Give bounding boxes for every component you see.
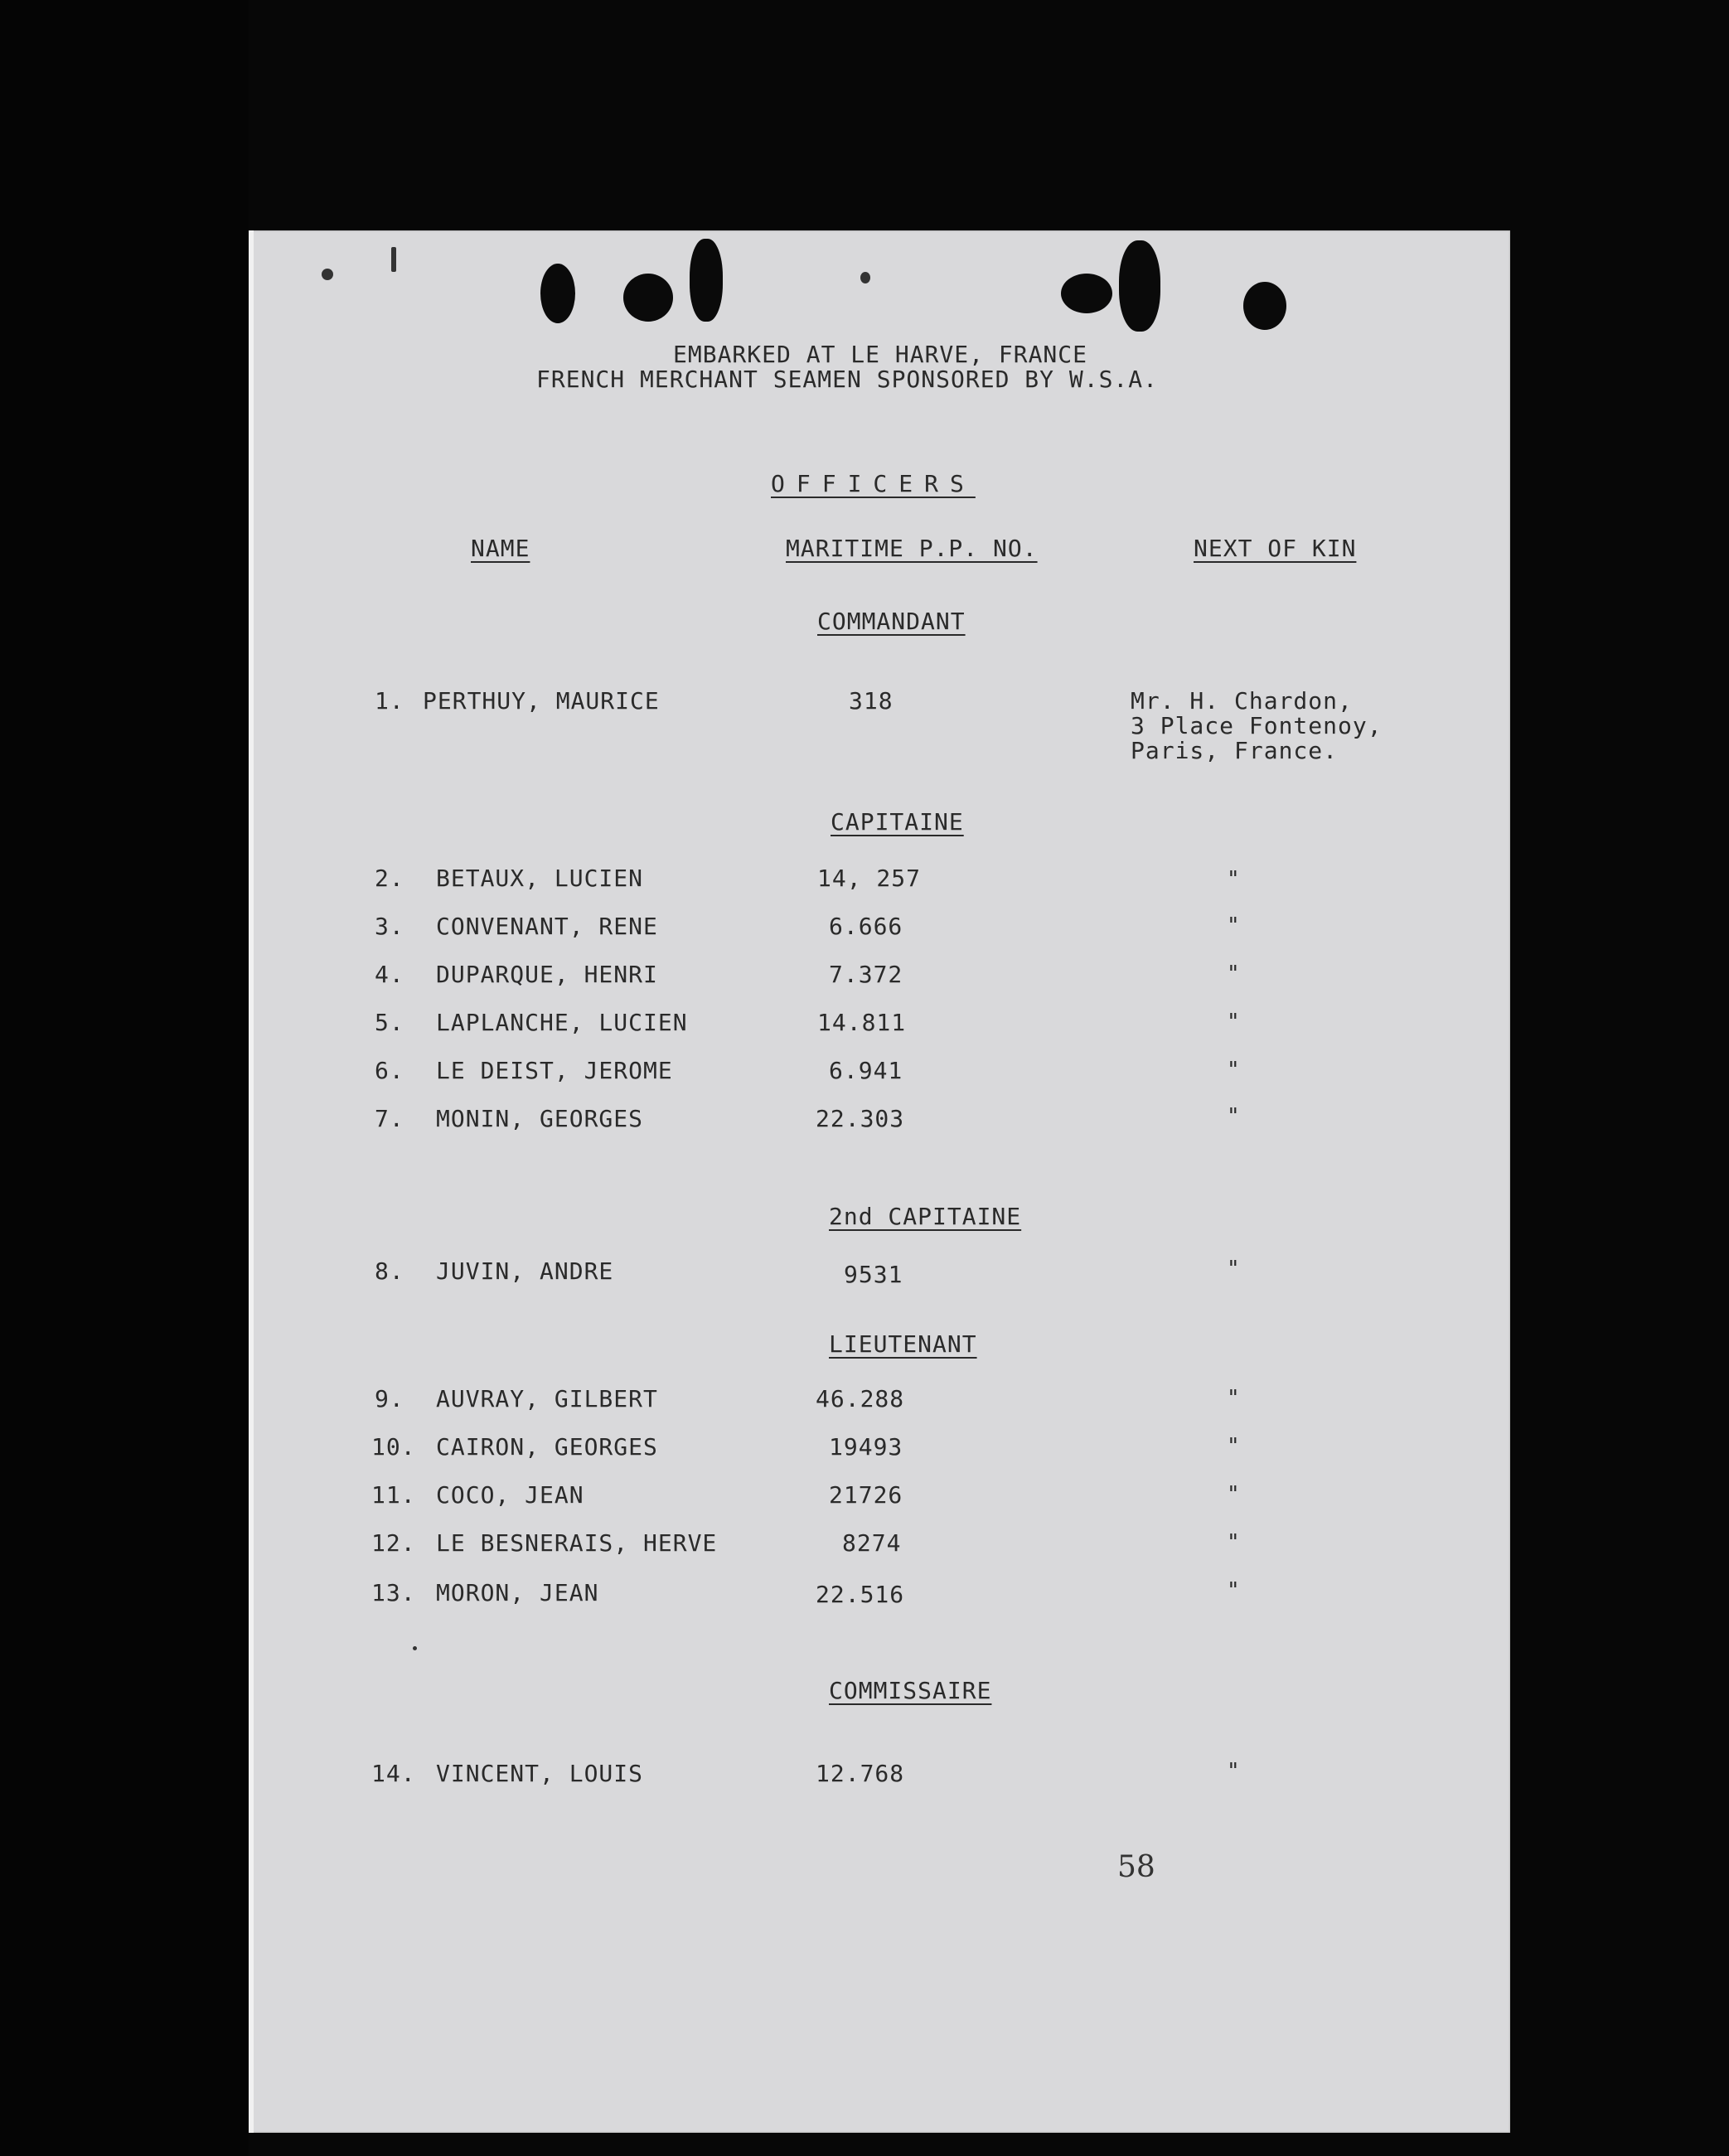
page-number: 58 (1117, 1850, 1155, 1884)
row-next-of-kin: " (1227, 1257, 1241, 1281)
row-next-of-kin: " (1227, 1434, 1241, 1459)
row-number: 4. (375, 961, 404, 988)
kin-address-line-3: Paris, France. (1131, 737, 1339, 764)
row-name: AUVRAY, GILBERT (436, 1385, 658, 1412)
row-next-of-kin: " (1227, 1386, 1241, 1411)
binder-hole (1243, 282, 1286, 330)
row-name: MONIN, GEORGES (436, 1105, 644, 1132)
ink-speck (322, 269, 333, 280)
row-name: LAPLANCHE, LUCIEN (436, 1009, 688, 1036)
binder-hole (623, 274, 673, 322)
row-pp-no: 19493 (829, 1433, 903, 1461)
row-number: 12. (371, 1529, 416, 1557)
row-number: 11. (371, 1481, 416, 1509)
section-heading-commissaire: COMMISSAIRE (829, 1677, 992, 1704)
row-pp-no: 21726 (829, 1481, 903, 1509)
row-name: LE DEIST, JEROME (436, 1057, 673, 1084)
ink-speck (413, 1646, 417, 1650)
row-name: MORON, JEAN (436, 1579, 599, 1606)
row-number: 7. (375, 1105, 404, 1132)
row-name: VINCENT, LOUIS (436, 1760, 644, 1787)
row-name: CONVENANT, RENE (436, 913, 658, 940)
row-next-of-kin: " (1227, 962, 1241, 986)
row-pp-no: 12.768 (816, 1760, 905, 1787)
row-number: 3. (375, 913, 404, 940)
row-next-of-kin: " (1227, 1530, 1241, 1555)
binder-hole (540, 264, 575, 323)
column-header-next-of-kin: NEXT OF KIN (1194, 535, 1357, 562)
section-heading-2nd-capitaine: 2nd CAPITAINE (829, 1203, 1022, 1230)
document-title: OFFICERS (771, 470, 976, 497)
row-pp-no: 14.811 (817, 1009, 907, 1036)
row-name: PERTHUY, MAURICE (423, 687, 660, 715)
row-next-of-kin: " (1227, 1104, 1241, 1129)
row-number: 9. (375, 1385, 404, 1412)
kin-address-line-2: 3 Place Fontenoy, (1131, 712, 1383, 739)
binder-hole (690, 239, 723, 322)
row-next-of-kin: " (1227, 913, 1241, 938)
row-name: BETAUX, LUCIEN (436, 865, 644, 892)
binder-hole (1119, 240, 1160, 332)
section-heading-commandant: COMMANDANT (817, 608, 966, 635)
row-pp-no: 46.288 (816, 1385, 905, 1412)
header-line-1: EMBARKED AT LE HARVE, FRANCE (672, 341, 1088, 368)
row-pp-no: 9531 (844, 1261, 903, 1288)
row-pp-no: 8274 (842, 1529, 902, 1557)
film-edge (0, 0, 249, 2156)
row-next-of-kin: " (1227, 1058, 1241, 1083)
page-left-edge (249, 230, 254, 2133)
row-name: LE BESNERAIS, HERVE (436, 1529, 718, 1557)
row-pp-no: 14, 257 (817, 865, 922, 892)
column-header-name: NAME (471, 535, 530, 562)
section-heading-lieutenant: LIEUTENANT (829, 1330, 977, 1358)
row-pp-no: 6.666 (829, 913, 903, 940)
row-next-of-kin: " (1227, 1010, 1241, 1034)
row-next-of-kin: " (1227, 1759, 1241, 1784)
row-number: 6. (375, 1057, 404, 1084)
row-pp-no: 22.303 (816, 1105, 905, 1132)
row-pp-no: 7.372 (829, 961, 903, 988)
row-number: 8. (375, 1257, 404, 1285)
row-pp-no: 318 (849, 687, 894, 715)
row-next-of-kin: " (1227, 1578, 1241, 1603)
section-heading-capitaine: CAPITAINE (831, 808, 964, 836)
row-name: COCO, JEAN (436, 1481, 584, 1509)
row-pp-no: 22.516 (816, 1581, 905, 1608)
binder-hole (1061, 274, 1112, 313)
document-page (249, 230, 1510, 2133)
row-number: 1. (375, 687, 404, 715)
row-number: 2. (375, 865, 404, 892)
row-number: 14. (371, 1760, 416, 1787)
row-name: CAIRON, GEORGES (436, 1433, 658, 1461)
ink-speck (391, 247, 396, 272)
row-next-of-kin: " (1227, 1482, 1241, 1507)
row-next-of-kin: Mr. H. Chardon, (1131, 687, 1353, 715)
row-pp-no: 6.941 (829, 1057, 903, 1084)
row-number: 5. (375, 1009, 404, 1036)
row-number: 10. (371, 1433, 416, 1461)
row-name: JUVIN, ANDRE (436, 1257, 614, 1285)
row-number: 13. (371, 1579, 416, 1606)
column-header-pp-no: MARITIME P.P. NO. (786, 535, 1038, 562)
row-next-of-kin: " (1227, 867, 1241, 892)
ink-speck (860, 272, 870, 283)
header-line-2: FRENCH MERCHANT SEAMEN SPONSORED BY W.S.A. (535, 366, 1159, 393)
row-name: DUPARQUE, HENRI (436, 961, 658, 988)
